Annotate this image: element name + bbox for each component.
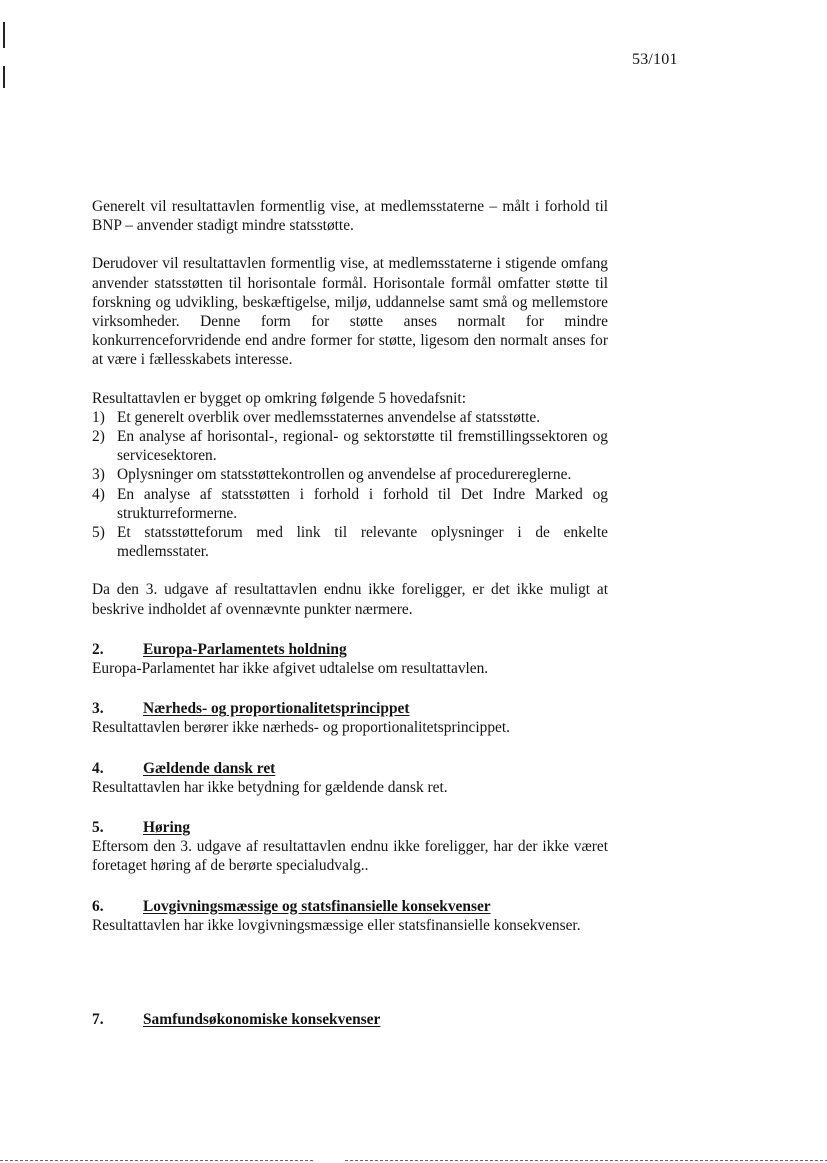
section — [92, 1010, 608, 1029]
section-number: 2. — [92, 640, 104, 658]
section-heading — [92, 640, 608, 659]
main-sections-list — [92, 408, 608, 562]
document-body — [92, 197, 608, 1029]
list-item — [92, 485, 608, 523]
list-item — [92, 465, 608, 484]
list-item-number: 1) — [92, 408, 105, 426]
list-item-number: 5) — [92, 524, 105, 542]
page-number: 53/101 — [632, 51, 678, 68]
list-item-number: 2) — [92, 428, 105, 446]
section-number: 7. — [92, 1011, 104, 1029]
paragraph-not-available: Da den 3. udgave af resultattavlen endnu ikke foreligger, er det ikke muligt at beskrive indholdet af ovennævnte punkter nærmere. — [92, 581, 608, 618]
scan-mark-top — [3, 22, 5, 48]
section-body: Eftersom den 3. udgave af resultattavlen endnu ikke foreligger, har der ikke været foretaget høring af de berørte specialudvalg.. — [92, 838, 608, 875]
section-heading — [92, 699, 608, 718]
section-heading — [92, 897, 608, 916]
section-title: Høring — [143, 819, 191, 837]
section — [92, 897, 608, 935]
paragraph-overview: Generelt vil resultattavlen formentlig vise, at medlemsstaterne – målt i forhold til BNP – anvender stadigt mindre statsstøtte. — [92, 198, 608, 235]
section-body: Resultattavlen berører ikke nærheds- og proportionalitetsprincippet. — [92, 719, 510, 737]
list-item-text: En analyse af statsstøtten i forhold i forhold til Det Indre Marked og strukturreformerne. — [117, 485, 608, 522]
paragraph-horizontal-aid: Derudover vil resultattavlen formentlig vise, at medlemsstaterne i stigende omfang anvender statsstøtten til horisontale formål. Horisontale formål omfatter støtte til forskning og udvikling, beskæftigelse, miljø, uddannelse samt små og mellemstore virksomheder. Denne form for støtte anses normalt for mindre konkurrenceforvridende end andre former for støtte, ligesom den normalt anses for at være i fællesskabets interesse. — [92, 255, 608, 369]
section — [92, 759, 608, 797]
section-heading — [92, 1010, 608, 1029]
list-item-text: En analyse af horisontal-, regional- og sektorstøtte til fremstillingssektoren og servicesektoren. — [117, 428, 608, 465]
section-body: Resultattavlen har ikke lovgivningsmæssige eller statsfinansielle konsekvenser. — [92, 916, 581, 934]
section-title: Lovgivningsmæssige og statsfinansielle konsekvenser — [143, 897, 491, 915]
section-body: Europa-Parlamentet har ikke afgivet udtalelse om resultattavlen. — [92, 660, 489, 678]
section-title: Nærheds- og proportionalitetsprincippet — [143, 700, 410, 718]
list-item — [92, 523, 608, 561]
list-item-text: Oplysninger om statsstøttekontrollen og anvendelse af procedurereglerne. — [117, 466, 572, 484]
list-item-number: 3) — [92, 466, 105, 484]
section-number: 5. — [92, 819, 104, 837]
sections-container — [92, 640, 608, 1029]
section-heading — [92, 818, 608, 837]
section-title: Samfundsøkonomiske konsekvenser — [143, 1011, 381, 1029]
section — [92, 699, 608, 737]
section — [92, 640, 608, 678]
list-item-text: Et statsstøtteforum med link til relevante oplysninger i de enkelte medlemsstater. — [117, 524, 608, 561]
section-number: 4. — [92, 759, 104, 777]
section — [92, 818, 608, 876]
bottom-rule-left — [0, 1160, 314, 1161]
list-item — [92, 427, 608, 465]
list-item-text: Et generelt overblik over medlemsstaternes anvendelse af statsstøtte. — [117, 408, 541, 426]
paragraph-structure-intro: Resultattavlen er bygget op omkring følgende 5 hovedafsnit: — [92, 389, 466, 407]
section-heading — [92, 759, 608, 778]
section-title: Europa-Parlamentets holdning — [143, 640, 347, 658]
section-body: Resultattavlen har ikke betydning for gældende dansk ret. — [92, 778, 448, 796]
section-title: Gældende dansk ret — [143, 759, 276, 777]
section-number: 3. — [92, 700, 104, 718]
list-item — [92, 408, 608, 427]
bottom-rule-right — [345, 1160, 827, 1161]
scan-mark-middle — [3, 66, 5, 88]
list-item-number: 4) — [92, 485, 105, 503]
section-number: 6. — [92, 897, 104, 915]
